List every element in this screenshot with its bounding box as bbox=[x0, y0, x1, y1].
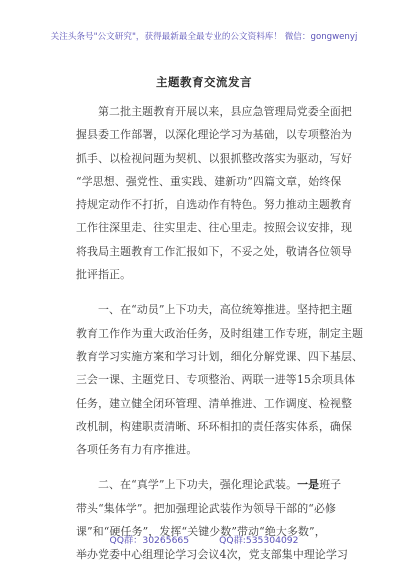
para2-line: 各项任务有力有序推进。 bbox=[76, 443, 198, 457]
para3-suffix: 班子 bbox=[319, 478, 342, 492]
para3-prefix: 二、在“真学”上下功夫，强化理论武装。 bbox=[98, 478, 298, 492]
para3-line: 举办党委中心组理论学习会议4次，党支部集中理论学习 bbox=[76, 548, 349, 562]
para2-line: 任务，建立健全闭环管理、清单推进、工作调度、检视整 bbox=[76, 396, 353, 410]
para3-line: 带头“集体学”。把加强理论武装作为领导干部的“必修 bbox=[76, 501, 337, 515]
qq-group-1: QQ群：30265665 bbox=[109, 535, 190, 546]
para1-line: “学思想、强党性、重实践、建新功”四篇文章，始终保 bbox=[76, 174, 342, 188]
para2-line: 改机制，构建职责清晰、环环相扣的责任落实体系，确保 bbox=[76, 419, 353, 433]
qq-group-2: QQ群:535304092 bbox=[219, 535, 299, 546]
para1-line: 批评指正。 bbox=[76, 268, 132, 282]
para1-line: 握县委工作部署，以深化理论学习为基础，以专项整治为 bbox=[76, 128, 353, 142]
para1-line: 第二批主题教育开展以来，县应急管理局党委全面把 bbox=[98, 105, 352, 118]
para1-line: 持规定动作不打折，自选动作有特色。努力推动主题教育 bbox=[76, 198, 353, 212]
para1-line: 将我局主题教育工作汇报如下，不妥之处，敬请各位领导 bbox=[76, 244, 353, 258]
para2-line: 三会一课、主题党日、专项整治、两联一进等15余项具体 bbox=[76, 373, 356, 387]
para3-line bbox=[76, 473, 342, 496]
para2-line: 教育学习实施方案和学习计划，细化分解党课、四下基层、 bbox=[76, 349, 364, 363]
para3-line: 课”和“硬任务”，发挥“关键少数”带动“绝大多数”， bbox=[76, 525, 326, 539]
para2-line: 一、在“动员”上下功夫，高位统筹推进。坚持把主题 bbox=[98, 303, 353, 317]
document-title: 主题教育交流发言 bbox=[156, 75, 252, 89]
document-body bbox=[76, 100, 364, 567]
para1-line: 工作往深里走、往实里走、往心里走。按照会议安排，现 bbox=[76, 221, 353, 235]
para1-line: 抓手、以检视问题为契机、以狠抓整改落实为驱动，写好 bbox=[76, 151, 353, 165]
para3-bold-marker: 一是 bbox=[297, 478, 320, 492]
header-promo: 关注头条号"公文研究"，获得最新最全最专业的公文资料库！ 微信：gongwenyj bbox=[50, 32, 358, 42]
para2-line: 教育工作作为重大政治任务，及时组建工作专班，制定主题 bbox=[76, 326, 364, 340]
footer-qq bbox=[0, 532, 408, 546]
